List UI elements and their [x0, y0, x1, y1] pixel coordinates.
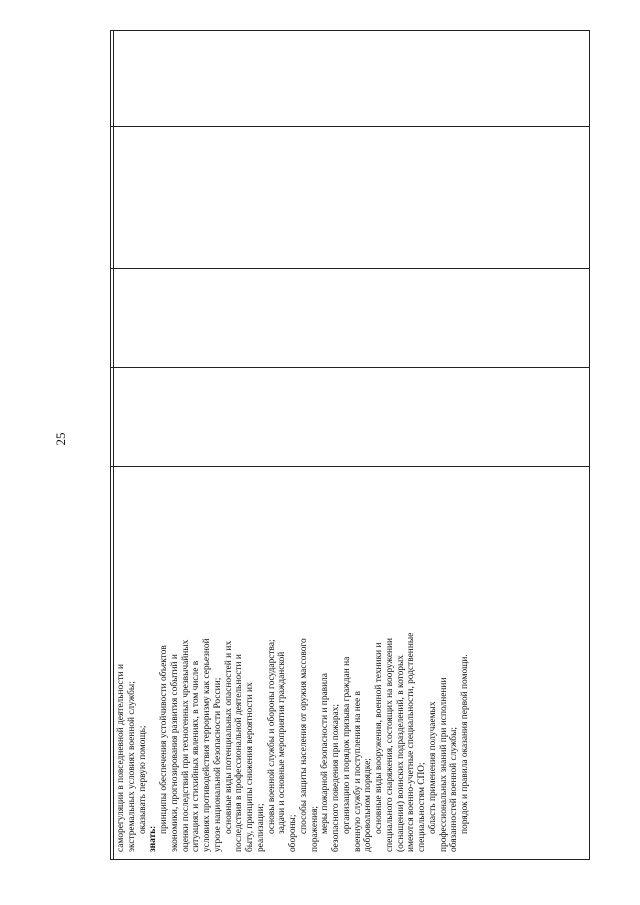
text-line: экстремальных условиях военной службы; — [126, 681, 137, 852]
text-line: обороны; — [288, 814, 298, 852]
text-line: задачи и основные мероприятия гражданской — [277, 651, 288, 834]
text-line: военную службу и поступления на нее в — [352, 691, 363, 852]
text-line: саморегуляции в повседневной деятельности и — [116, 663, 126, 852]
text-line: специального снаряжения, состоящих на вооружении — [384, 637, 395, 852]
text-line: (оснащении) воинских подразделений, в которых — [395, 655, 406, 852]
text-line: способы защиты населения от оружия массового — [298, 638, 309, 834]
text-line: безопасного поведения при пожарах; — [331, 704, 341, 852]
text-line: поражения; — [309, 805, 320, 852]
text-line: принципы обеспечения устойчивости объектов — [159, 645, 169, 834]
text-line: оценки последствий при техногенных чрезвычайных — [180, 639, 191, 852]
text-line: быту, принципы снижения вероятности их — [245, 682, 255, 852]
text-line: ситуациях и стихийных явлениях, в том числе в — [191, 660, 202, 852]
text-line: основные виды вооружения, военной техники и — [374, 642, 384, 834]
text-line: организацию и порядок призыва граждан на — [341, 656, 352, 834]
text-line: основы военной службы и обороны государства; — [266, 639, 277, 834]
text-line: реализации; — [255, 803, 266, 852]
row-divider — [111, 367, 589, 368]
text-line: последствия в профессиональной деятельности и — [234, 654, 245, 852]
text-line: основные виды потенциальных опасностей и их — [223, 640, 234, 834]
row-divider — [111, 126, 589, 127]
text-line: угрозе национальной безопасности России; — [212, 677, 223, 852]
text-line: оказывать первую помощь; — [137, 725, 148, 834]
text-line: область применения получаемых — [427, 701, 438, 834]
text-line: меры пожарной безопасности и правила — [320, 673, 331, 834]
text-line: имеются военно-учетные специальности, родственные — [406, 632, 417, 852]
text-line: профессиональных знаний при исполнении — [438, 677, 449, 852]
page-number: 25 — [53, 432, 68, 446]
row-divider — [111, 466, 589, 467]
text-line: специальностям СПО; — [417, 762, 427, 852]
text-line: условиях противодействия терроризму как серьезной — [202, 638, 212, 852]
text-line: экономики, прогнозирования развития событий и — [169, 654, 180, 852]
text-line: добровольном порядке; — [363, 758, 374, 852]
text-line: порядок и правила оказания первой помощи. — [460, 654, 470, 834]
text-line: обязанностей военной службы; — [449, 727, 460, 852]
content-text-block — [112, 468, 592, 858]
text-line: знать: — [148, 825, 159, 852]
row-divider — [111, 268, 589, 269]
